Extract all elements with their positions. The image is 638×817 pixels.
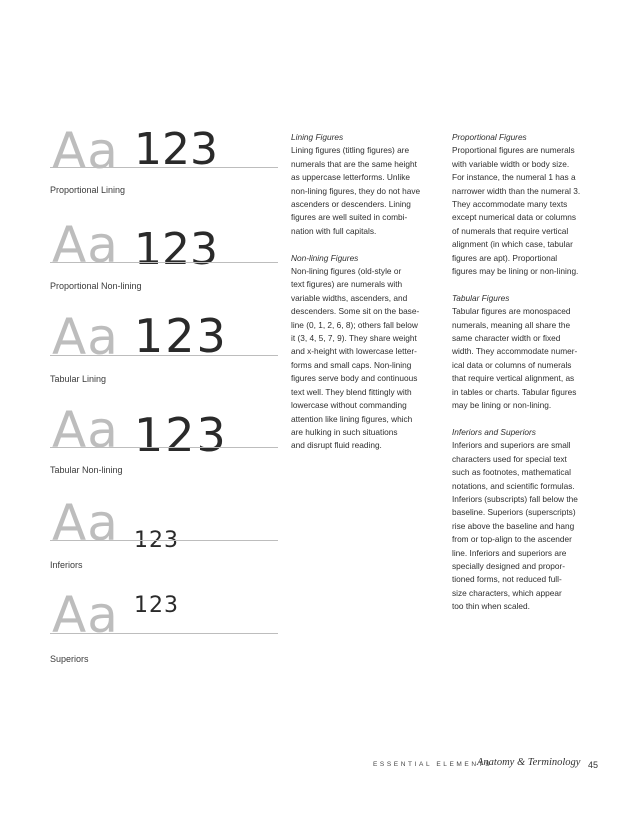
heading-inferiors-superiors: Inferiors and Superiors	[452, 426, 536, 437]
inferiors-superiors-body	[452, 439, 602, 613]
text-line: ascenders or descenders. Lining	[291, 199, 411, 210]
rule-1	[50, 167, 278, 168]
rule-5	[50, 540, 278, 541]
specimen-inferiors	[50, 494, 278, 588]
heading-nonlining-figures: Non-lining Figures	[291, 252, 359, 263]
specimen-numerals: 123	[134, 528, 179, 553]
text-line: Proportional figures are numerals	[452, 145, 575, 156]
specimen-tabular-lining	[50, 308, 278, 402]
proportional-figures-body	[452, 144, 602, 278]
specimen-numerals: 123	[134, 124, 218, 175]
specimen-aa: Aa	[52, 494, 119, 552]
text-line: numerals, meaning all share the	[452, 319, 571, 330]
specimen-label: Superiors	[50, 654, 89, 664]
text-line: Non-lining figures (old-style or	[291, 266, 402, 277]
text-line: Inferiors (subscripts) fall below the	[452, 493, 578, 504]
text-line: Inferiors and superiors are small	[452, 440, 571, 451]
text-line: are hulking in such situations	[291, 426, 398, 437]
footer-subtitle: Anatomy & Terminology	[477, 757, 581, 768]
heading-lining-figures: Lining Figures	[291, 132, 344, 142]
rule-6	[50, 633, 278, 634]
specimen-aa: Aa	[52, 308, 119, 366]
text-line: figures may be lining or non-lining.	[452, 266, 579, 277]
text-line: too thin when scaled.	[452, 601, 530, 612]
tabular-figures-body	[452, 305, 602, 412]
specimen-aa: Aa	[52, 216, 119, 274]
text-line: text well. They blend fittingly with	[291, 386, 412, 397]
text-line: that require vertical alignment, as	[452, 373, 575, 384]
specimen-tabular-nonlining	[50, 401, 278, 495]
text-line: forms and small caps. Non-lining	[291, 359, 412, 370]
middle-column	[291, 131, 441, 453]
text-line: width. They accommodate numer-	[452, 346, 578, 357]
text-line: and disrupt fluid reading.	[291, 440, 382, 451]
text-line: line. Inferiors and superiors are	[452, 547, 567, 558]
specimen-numerals: 123	[134, 224, 218, 275]
text-line: figures serve body and continuous	[291, 373, 418, 384]
text-line: as uppercase letterforms. Unlike	[291, 172, 410, 183]
text-line: descenders. Some sit on the base-	[291, 306, 420, 317]
text-line: alignment (in which case, tabular	[452, 239, 573, 250]
nonlining-figures-body	[291, 265, 441, 453]
text-line: same character width or fixed	[452, 333, 561, 344]
lining-figures-body	[291, 144, 441, 238]
text-line: notations, and scientific formulas.	[452, 480, 575, 491]
text-line: Tabular figures are monospaced	[452, 306, 571, 317]
text-line: from or top-align to the ascender	[452, 534, 572, 545]
specimen-aa: Aa	[52, 122, 119, 180]
specimen-label: Proportional Lining	[50, 185, 126, 195]
heading-tabular-figures: Tabular Figures	[452, 292, 510, 303]
text-line: non-lining figures, they do not have	[291, 185, 421, 196]
specimen-numerals: 123	[134, 309, 228, 363]
specimen-proportional-nonlining	[50, 216, 278, 310]
specimen-label: Tabular Non-lining	[50, 465, 123, 475]
text-line: and x-height with lowercase letter-	[291, 346, 417, 357]
specimen-numerals: 123	[134, 408, 228, 462]
heading-proportional-figures: Proportional Figures	[452, 132, 527, 142]
text-line: size characters, which appear	[452, 587, 562, 598]
text-line: line (0, 1, 2, 6, 8); others fall below	[291, 319, 418, 330]
specimen-aa: Aa	[52, 401, 119, 459]
text-line: variable widths, ascenders, and	[291, 292, 408, 303]
text-line: of numerals that require vertical	[452, 225, 569, 236]
rule-3	[50, 355, 278, 356]
text-line: tioned forms, not reduced full-	[452, 574, 562, 585]
text-line: specially designed and propor-	[452, 560, 566, 571]
text-line: nation with full capitals.	[291, 225, 377, 236]
text-line: in tables or charts. Tabular figures	[452, 386, 577, 397]
specimen-numerals: 123	[134, 593, 179, 618]
text-line: Lining figures (titling figures) are	[291, 145, 410, 156]
text-line: baseline. Superiors (superscripts)	[452, 507, 576, 518]
rule-4	[50, 447, 278, 448]
right-column	[452, 131, 602, 614]
text-line: except numerical data or columns	[452, 212, 577, 223]
text-line: such as footnotes, mathematical	[452, 467, 571, 478]
text-line: narrower width than the numeral 3.	[452, 185, 581, 196]
text-line: rise above the baseline and hang	[452, 520, 575, 531]
text-line: figures are apt). Proportional	[452, 252, 558, 263]
text-line: attention like lining figures, which	[291, 413, 413, 424]
specimen-label: Inferiors	[50, 560, 83, 570]
text-line: with variable width or body size.	[452, 158, 570, 169]
specimen-aa: Aa	[52, 586, 119, 644]
text-line: lowercase without commanding	[291, 400, 407, 411]
footer-section-label: ESSENTIAL ELEMENTS	[373, 761, 493, 768]
text-line: characters used for special text	[452, 453, 567, 464]
text-line: figures are well suited in combi-	[291, 212, 408, 223]
text-line: ical data or columns of numerals	[452, 359, 572, 370]
specimen-superiors	[50, 586, 278, 680]
text-line: it (3, 4, 5, 7, 9). They share weight	[291, 333, 417, 344]
rule-2	[50, 262, 278, 263]
specimen-label: Tabular Lining	[50, 374, 107, 384]
specimen-proportional-lining	[50, 122, 278, 216]
text-line: numerals that are the same height	[291, 158, 417, 169]
page-number: 45	[588, 760, 599, 770]
specimen-label: Proportional Non-lining	[50, 281, 142, 291]
text-line: They accommodate many texts	[452, 199, 568, 210]
text-line: text figures) are numerals with	[291, 279, 403, 290]
text-line: For instance, the numeral 1 has a	[452, 172, 576, 183]
text-line: may be lining or non-lining.	[452, 400, 552, 411]
